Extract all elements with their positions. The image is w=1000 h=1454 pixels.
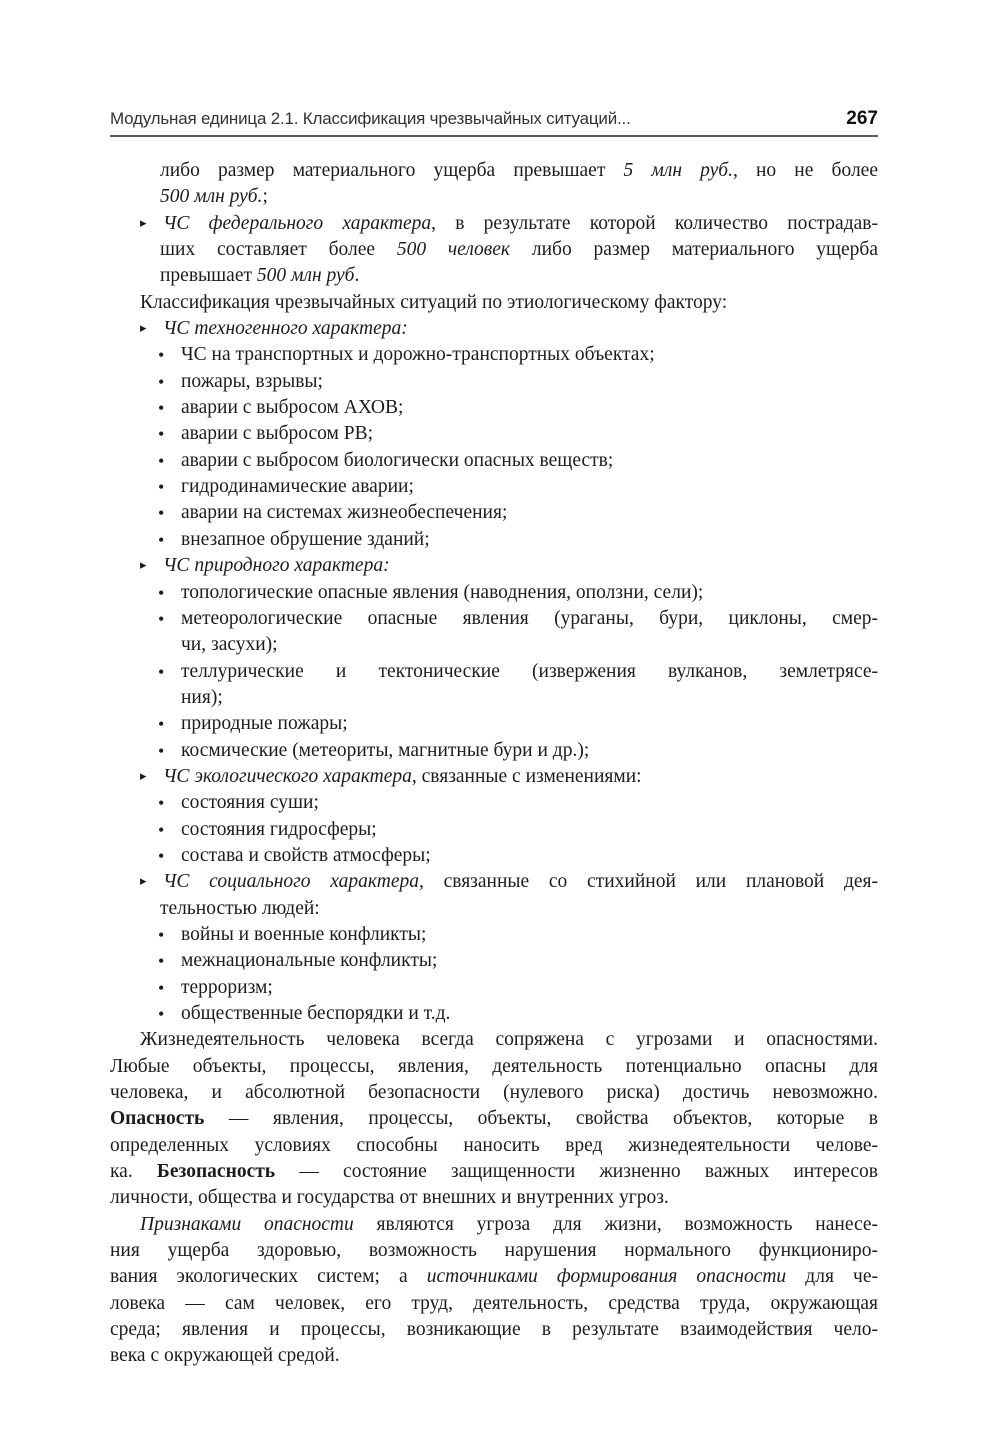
line-text: либо размер материального ущерба превышает 5 млн руб., но не более — [160, 160, 878, 181]
text-line — [110, 1317, 878, 1343]
line-text: тельностью людей: — [160, 897, 320, 919]
list-item-level2 — [110, 369, 878, 395]
dot-bullet-icon: • — [158, 977, 165, 998]
line-text: аварии на системах жизнеобеспечения; — [181, 502, 508, 524]
list-item-level2 — [110, 448, 878, 474]
text-line — [110, 1027, 878, 1053]
triangle-bullet-icon: ▸ — [140, 874, 147, 890]
line-text: ка. Безопасность — состояние защищенности жизненно важных интересов — [110, 1161, 878, 1183]
line-text: среда; явления и процессы, возникающие в результате взаимодействия чело- — [110, 1319, 878, 1341]
dot-bullet-icon: • — [158, 845, 165, 866]
text-line — [110, 158, 878, 184]
dot-bullet-icon: • — [158, 661, 165, 682]
list-item-level2 — [110, 922, 878, 948]
text-line — [110, 1343, 878, 1369]
text-line — [110, 1264, 878, 1290]
dot-bullet-icon: • — [158, 345, 165, 366]
line-text: топологические опасные явления (наводнения, оползни, сели); — [181, 581, 704, 603]
list-item-level2 — [110, 843, 878, 869]
line-text: Признаками опасности являются угроза для жизни, возможность нанесе- — [140, 1213, 878, 1235]
line-text: войны и военные конфликты; — [181, 923, 427, 945]
text-line — [110, 1291, 878, 1317]
dot-bullet-icon: • — [158, 398, 165, 419]
dot-bullet-icon: • — [158, 924, 165, 945]
list-item-level2 — [110, 632, 878, 658]
dot-bullet-icon: • — [158, 582, 165, 603]
list-item-level2 — [110, 1001, 878, 1027]
list-item-level2 — [110, 342, 878, 368]
dot-bullet-icon: • — [158, 714, 165, 735]
triangle-bullet-icon: ▸ — [140, 215, 147, 231]
list-item-level1 — [110, 316, 878, 342]
line-text: состава и свойств атмосферы; — [181, 844, 431, 866]
line-text: ЧС на транспортных и дорожно-транспортных объектах; — [181, 344, 655, 366]
list-item-level2 — [110, 474, 878, 500]
line-text: аварии с выбросом биологически опасных веществ; — [181, 449, 614, 471]
dot-bullet-icon: • — [158, 608, 165, 629]
line-text: Любые объекты, процессы, явления, деятельность потенциально опасны для — [110, 1055, 878, 1077]
list-item-level2 — [110, 817, 878, 843]
list-item-level1 — [110, 896, 878, 922]
dot-bullet-icon: • — [158, 819, 165, 840]
dot-bullet-icon: • — [158, 371, 165, 392]
line-text: аварии с выбросом РВ; — [181, 423, 374, 445]
line-text: чи, засухи); — [181, 634, 278, 656]
list-item-level2 — [110, 500, 878, 526]
line-text: ших составляет более 500 человек либо размер материального ущерба — [160, 239, 878, 261]
list-item-level2 — [110, 421, 878, 447]
line-text: человека, и абсолютной безопасности (нулевого риска) достичь невозможно. — [110, 1082, 878, 1104]
line-text: внезапное обрушение зданий; — [181, 528, 430, 550]
line-text: природные пожары; — [181, 713, 348, 735]
line-text: 500 млн руб.; — [160, 186, 268, 208]
dot-bullet-icon: • — [158, 951, 165, 972]
line-text: космические (метеориты, магнитные бури и др.); — [181, 739, 590, 761]
line-text: пожары, взрывы; — [181, 370, 323, 392]
running-title: Модульная единица 2.1. Классификация чрезвычайных ситуаций... — [110, 109, 631, 128]
dot-bullet-icon: • — [158, 1004, 165, 1024]
line-text: ЧС федерального характера, в результате которой количество пострадав- — [163, 212, 878, 234]
text-line — [110, 1238, 878, 1264]
dot-bullet-icon: • — [158, 503, 165, 524]
text-line — [110, 1080, 878, 1106]
line-text: метеорологические опасные явления (ураганы, бури, циклоны, смер- — [181, 607, 878, 629]
list-item-level2 — [110, 395, 878, 421]
list-item-level2 — [110, 685, 878, 711]
list-item-level2 — [110, 738, 878, 764]
page-header — [110, 108, 878, 137]
line-text: состояния гидросферы; — [181, 818, 377, 840]
text-line — [110, 290, 878, 316]
line-text: Классификация чрезвычайных ситуаций по этиологическому фактору: — [140, 291, 728, 313]
list-item-level2 — [110, 948, 878, 974]
list-item-level2 — [110, 606, 878, 632]
line-text: ния); — [181, 686, 223, 708]
list-item-level1 — [110, 553, 878, 579]
dot-bullet-icon: • — [158, 529, 165, 550]
list-item-level2 — [110, 580, 878, 606]
line-text: теллурические и тектонические (извержения вулканов, землетрясе- — [181, 660, 878, 682]
list-item-level1 — [110, 869, 878, 895]
line-text: терроризм; — [181, 976, 273, 998]
text-line — [110, 1054, 878, 1080]
triangle-bullet-icon: ▸ — [140, 558, 147, 574]
list-item-level2 — [110, 527, 878, 553]
list-item-level2 — [110, 659, 878, 685]
dot-bullet-icon: • — [158, 424, 165, 445]
text-line — [110, 1212, 878, 1238]
line-text: гидродинамические аварии; — [181, 476, 414, 498]
line-text: превышает 500 млн руб. — [160, 265, 360, 287]
line-text: определенных условиях способны наносить вред жизнедеятельности челове- — [110, 1134, 878, 1156]
text-line — [110, 1159, 878, 1185]
line-text: личности, общества и государства от внешних и внутренних угроз. — [110, 1187, 669, 1209]
dot-bullet-icon: • — [158, 450, 165, 471]
list-item-level2 — [110, 790, 878, 816]
line-text: ния ущерба здоровью, возможность нарушения нормального функциониро- — [110, 1240, 878, 1262]
text-line — [110, 184, 878, 210]
triangle-bullet-icon: ▸ — [140, 768, 147, 784]
line-text: состояния суши; — [181, 792, 319, 814]
list-item-level2 — [110, 711, 878, 737]
page-number: 267 — [846, 108, 878, 129]
triangle-bullet-icon: ▸ — [140, 321, 147, 337]
text-line — [110, 1133, 878, 1159]
list-item-level1 — [110, 263, 878, 289]
page-body — [110, 137, 878, 1370]
dot-bullet-icon: • — [158, 740, 165, 761]
text-line — [110, 1185, 878, 1211]
line-text: межнациональные конфликты; — [181, 950, 438, 972]
list-item-level1 — [110, 237, 878, 263]
line-text: общественные беспорядки и т.д. — [181, 1003, 451, 1024]
list-item-level1 — [110, 211, 878, 237]
line-text: ЧС природного характера: — [163, 555, 390, 577]
text-line — [110, 1106, 878, 1132]
list-item-level2 — [110, 975, 878, 1001]
list-item-level1 — [110, 764, 878, 790]
line-text: ловека — сам человек, его труд, деятельность, средства труда, окружающая — [110, 1292, 878, 1314]
line-text: аварии с выбросом АХОВ; — [181, 397, 404, 419]
line-text: века с окружающей средой. — [110, 1345, 340, 1367]
line-text: Опасность — явления, процессы, объекты, свойства объектов, которые в — [110, 1108, 878, 1130]
line-text: ЧС техногенного характера: — [163, 318, 408, 340]
line-text: ЧС социального характера, связанные со стихийной или плановой дея- — [163, 871, 878, 893]
line-text: вания экологических систем; а источниками формирования опасности для че- — [110, 1266, 878, 1288]
line-text: Жизнедеятельность человека всегда сопряжена с угрозами и опасностями. — [140, 1029, 878, 1051]
dot-bullet-icon: • — [158, 477, 165, 498]
line-text: ЧС экологического характера, связанные с изменениями: — [163, 765, 642, 787]
dot-bullet-icon: • — [158, 793, 165, 814]
